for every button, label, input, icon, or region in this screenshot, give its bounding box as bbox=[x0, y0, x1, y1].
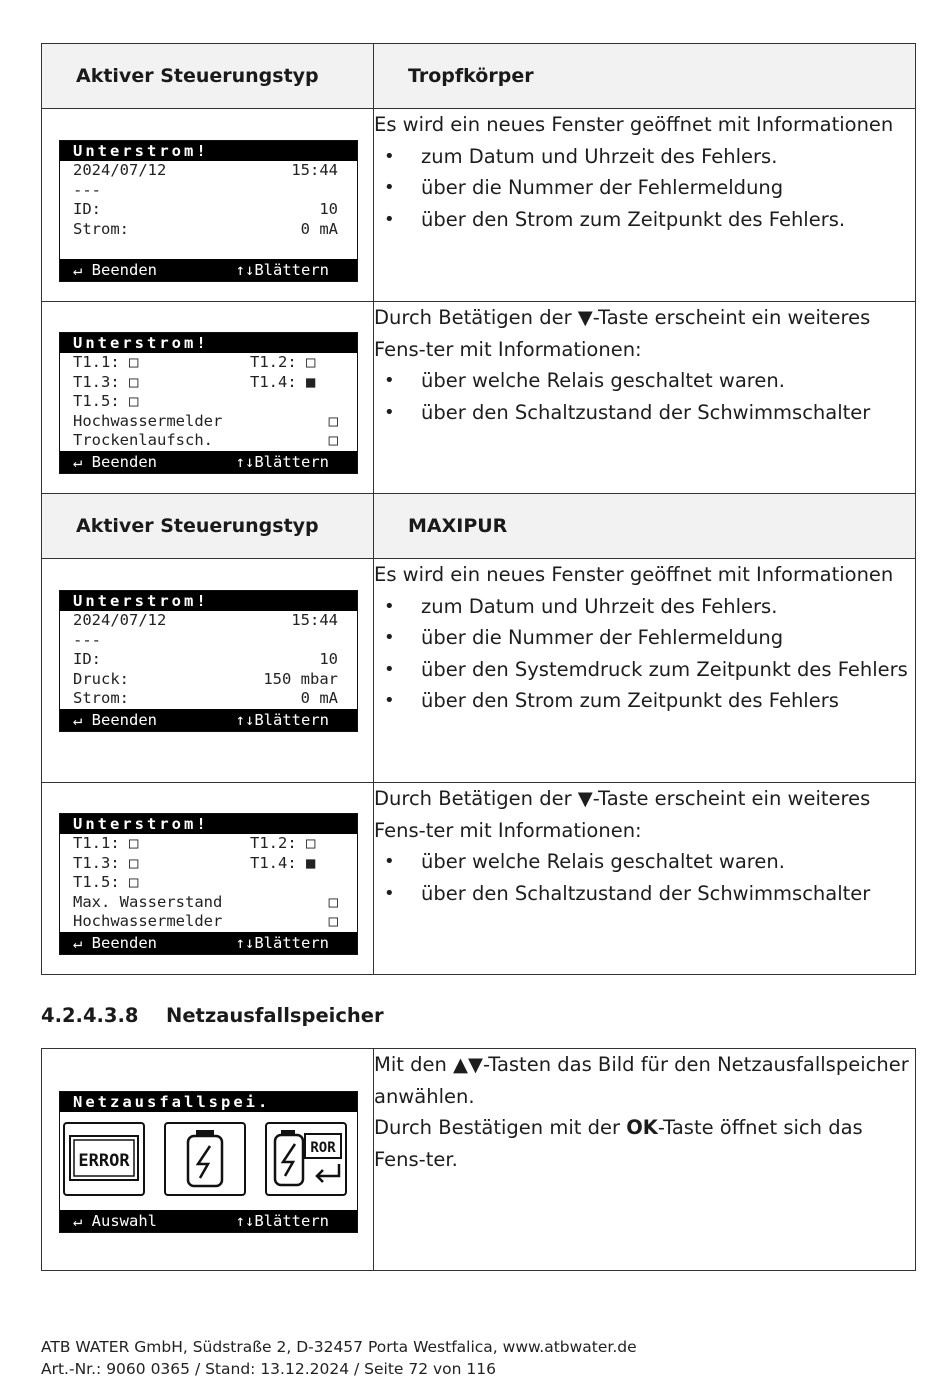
lcd-title: Unterstrom! bbox=[60, 141, 357, 161]
lcd-relay-t15: T1.5: □ bbox=[73, 873, 139, 891]
list-item: • über die Nummer der Fehlermeldung bbox=[374, 172, 915, 204]
section-title: Netzausfallspeicher bbox=[166, 1004, 384, 1027]
description-text: Es wird ein neues Fenster geöffnet mit Informationen bbox=[374, 113, 894, 136]
lcd-relay-t12: T1.2: □ bbox=[250, 834, 316, 852]
error-icon bbox=[63, 1122, 145, 1196]
lcd-relay-t11: T1.1: □ bbox=[73, 353, 139, 371]
header-left: Aktiver Steuerungstyp bbox=[42, 494, 374, 559]
list-item: • über die Nummer der Fehlermeldung bbox=[374, 622, 915, 654]
lcd-screen bbox=[59, 590, 358, 732]
lcd-id-label: ID: bbox=[73, 200, 101, 218]
description-cell bbox=[374, 109, 916, 302]
lcd-id-value: 10 bbox=[319, 650, 338, 668]
info-table-netzausfall bbox=[41, 1048, 916, 1271]
lcd-footer-right: ↑↓Blättern bbox=[235, 1212, 329, 1230]
lcd-title: Unterstrom! bbox=[60, 814, 357, 834]
bullet-list bbox=[374, 141, 915, 236]
battery-error-icon bbox=[265, 1122, 347, 1196]
lcd-footer-left: ↵ Beenden bbox=[73, 933, 157, 952]
lcd-cell bbox=[42, 783, 374, 975]
description-text: Durch Betätigen der ▼-Taste erscheint ein weiteres Fens-ter mit Informationen: bbox=[374, 787, 871, 842]
description-text: Es wird ein neues Fenster geöffnet mit Informationen bbox=[374, 563, 894, 586]
lcd-title: Unterstrom! bbox=[60, 591, 357, 611]
lcd-time: 15:44 bbox=[291, 611, 338, 629]
list-item: • über welche Relais geschaltet waren. bbox=[374, 365, 915, 397]
lcd-float-switch-label: Hochwassermelder bbox=[73, 411, 223, 430]
list-item: • über den Strom zum Zeitpunkt des Fehlers. bbox=[374, 204, 915, 236]
lcd-cell bbox=[42, 302, 374, 494]
lcd-date: 2024/07/12 bbox=[73, 611, 167, 629]
table-row bbox=[42, 302, 916, 494]
lcd-float-switch-label: Trockenlaufsch. bbox=[73, 431, 213, 449]
lcd-dashes: --- bbox=[73, 630, 101, 649]
lcd-cell bbox=[42, 1049, 374, 1271]
list-item: • über welche Relais geschaltet waren. bbox=[374, 846, 915, 878]
lcd-float-switch-box: □ bbox=[328, 912, 338, 930]
section-heading bbox=[41, 1004, 384, 1027]
table-header-tropfkoerper bbox=[42, 44, 916, 109]
battery-error-icon-label: ROR bbox=[310, 1140, 336, 1156]
lcd-relay-t13: T1.3: □ bbox=[73, 372, 139, 391]
lcd-strom-value: 0 mA bbox=[300, 689, 338, 707]
lcd-relay-t11: T1.1: □ bbox=[73, 834, 139, 852]
lcd-footer-right: ↑↓Blättern bbox=[235, 260, 329, 279]
footer-company: ATB WATER GmbH, Südstraße 2, D-32457 Porta Westfalica, www.atbwater.de bbox=[41, 1338, 637, 1356]
section-number: 4.2.4.3.8 bbox=[41, 1004, 139, 1027]
table-row bbox=[42, 783, 916, 975]
error-icon-label: ERROR bbox=[78, 1151, 130, 1171]
lcd-title: Netzausfallspei. bbox=[60, 1092, 357, 1112]
description-cell bbox=[374, 302, 916, 494]
lcd-strom-label: Strom: bbox=[73, 219, 129, 238]
lcd-id-label: ID: bbox=[73, 650, 101, 668]
list-item: • über den Strom zum Zeitpunkt des Fehlers bbox=[374, 685, 915, 717]
description-text-part: -Taste öffnet sich das Fens-ter. bbox=[374, 1116, 863, 1171]
lcd-float-switch-box: □ bbox=[328, 892, 338, 911]
lcd-id-value: 10 bbox=[319, 200, 338, 218]
lcd-screen bbox=[59, 140, 358, 282]
lcd-relay-t14: T1.4: ■ bbox=[250, 853, 316, 872]
bullet-list bbox=[374, 846, 915, 909]
lcd-footer-left: ↵ Beenden bbox=[73, 710, 157, 729]
page-footer bbox=[41, 1336, 637, 1380]
lcd-float-switch-box: □ bbox=[328, 411, 338, 430]
lcd-footer-left: ↵ Beenden bbox=[73, 260, 157, 279]
lcd-dashes: --- bbox=[73, 180, 101, 199]
lcd-footer-left: ↵ Beenden bbox=[73, 452, 157, 471]
description-text bbox=[374, 1112, 915, 1175]
lcd-float-switch-box: □ bbox=[328, 431, 338, 449]
description-cell bbox=[374, 1049, 916, 1271]
table-row bbox=[42, 559, 916, 783]
info-table-unterstrom bbox=[41, 43, 916, 975]
lcd-relay-t12: T1.2: □ bbox=[250, 353, 316, 371]
list-item: • zum Datum und Uhrzeit des Fehlers. bbox=[374, 591, 915, 623]
list-item: • über den Schaltzustand der Schwimmschalter bbox=[374, 397, 915, 429]
lcd-icon-row bbox=[60, 1112, 357, 1210]
header-right: Tropfkörper bbox=[374, 44, 916, 109]
list-item: • über den Schaltzustand der Schwimmschalter bbox=[374, 878, 915, 910]
lcd-relay-t14: T1.4: ■ bbox=[250, 372, 316, 391]
lcd-relay-t15: T1.5: □ bbox=[73, 392, 139, 410]
description-text: Mit den ▲▼-Tasten das Bild für den Netzausfallspeicher anwählen. bbox=[374, 1053, 909, 1108]
lcd-screen bbox=[59, 332, 358, 474]
lcd-screen bbox=[59, 813, 358, 955]
lcd-time: 15:44 bbox=[291, 161, 338, 179]
footer-docinfo: Art.-Nr.: 9060 0365 / Stand: 13.12.2024 / Seite 72 von 116 bbox=[41, 1360, 497, 1378]
bullet-list bbox=[374, 365, 915, 428]
lcd-cell bbox=[42, 109, 374, 302]
header-left: Aktiver Steuerungstyp bbox=[42, 44, 374, 109]
battery-icon bbox=[164, 1122, 246, 1196]
lcd-title: Unterstrom! bbox=[60, 333, 357, 353]
description-cell bbox=[374, 559, 916, 783]
description-cell bbox=[374, 783, 916, 975]
lcd-relay-t13: T1.3: □ bbox=[73, 853, 139, 872]
description-text: Durch Betätigen der ▼-Taste erscheint ein weiteres Fens-ter mit Informationen: bbox=[374, 306, 871, 361]
lcd-screen bbox=[59, 1091, 358, 1233]
ok-key-label: OK bbox=[626, 1116, 658, 1139]
description-text-part: Durch Bestätigen mit der bbox=[374, 1116, 627, 1139]
list-item: • über den Systemdruck zum Zeitpunkt des Fehlers bbox=[374, 654, 915, 686]
table-header-maxipur bbox=[42, 494, 916, 559]
table-row bbox=[42, 1049, 916, 1271]
lcd-cell bbox=[42, 559, 374, 783]
bullet-list bbox=[374, 591, 915, 717]
lcd-footer-right: ↑↓Blättern bbox=[235, 710, 329, 729]
lcd-druck-value: 150 mbar bbox=[263, 669, 338, 688]
lcd-strom-value: 0 mA bbox=[300, 219, 338, 238]
lcd-float-switch-label: Max. Wasserstand bbox=[73, 892, 223, 911]
lcd-footer-left: ↵ Auswahl bbox=[73, 1212, 157, 1230]
list-item: • zum Datum und Uhrzeit des Fehlers. bbox=[374, 141, 915, 173]
lcd-date: 2024/07/12 bbox=[73, 161, 167, 179]
lcd-footer-right: ↑↓Blättern bbox=[235, 933, 329, 952]
lcd-druck-label: Druck: bbox=[73, 669, 129, 688]
table-row bbox=[42, 109, 916, 302]
header-right: MAXIPUR bbox=[374, 494, 916, 559]
lcd-float-switch-label: Hochwassermelder bbox=[73, 912, 223, 930]
lcd-footer-right: ↑↓Blättern bbox=[235, 452, 329, 471]
lcd-strom-label: Strom: bbox=[73, 689, 129, 707]
